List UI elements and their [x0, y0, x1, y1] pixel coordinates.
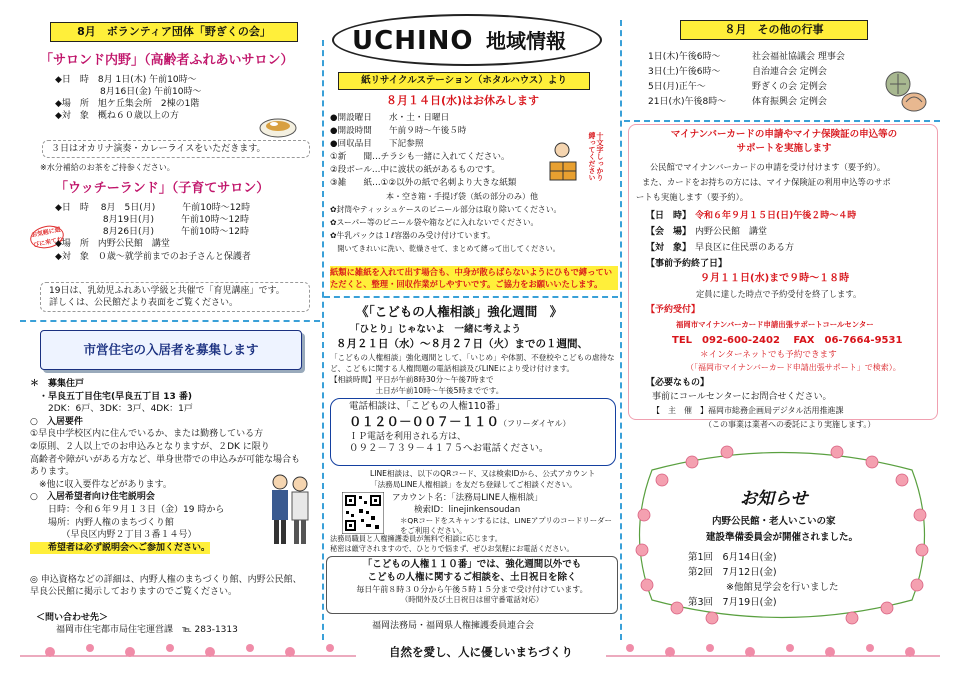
account-name: アカウント名：「法務局LINE人権相談」	[392, 493, 543, 503]
detail-value: 内野公民館 講堂	[695, 227, 768, 237]
masthead-title-jp: 地域情報	[486, 29, 566, 53]
rights-body-line: 土日が午前10時～午後5時までです。	[330, 386, 504, 395]
event-name: 体育振興会 定例会	[752, 97, 827, 107]
rights-period: ８月２１日（水）～８月２７日（火）までの１週間、	[336, 338, 588, 350]
contact-label: ＜問い合わせ先＞	[36, 613, 109, 623]
ip-label: ＩＰ電話を利用される方は、	[349, 431, 467, 442]
detail-row	[646, 208, 932, 224]
salon1-title: 「サロンド内野」（高齢者ふれあいサロン）	[40, 53, 294, 68]
phone-label: 電話相談は、「こどもの人権110番」	[349, 401, 505, 412]
housing-title-box	[40, 330, 302, 370]
recycle-closed: ８月１４日(水)はお休みします	[386, 94, 540, 107]
detail-label: 【対 象】	[646, 243, 692, 253]
callcenter-tel: TEL 092-600-2402 FAX 06-7664-9531	[672, 335, 903, 346]
event-row	[648, 50, 908, 65]
salon2-note	[40, 282, 310, 312]
web-reserve: ＊インターネットでも予約できます	[700, 350, 837, 360]
housing-emphasis: 希望者は必ず説明会へご参加ください。	[30, 542, 211, 553]
curry-illustration	[258, 112, 298, 138]
rights-body-line: 【相談時間】平日が午前8時30分～午後7時まで	[330, 375, 494, 384]
salon1-note: ３日はオカリナ演奏・カレーライスをいただきます。	[42, 140, 310, 158]
rights-box	[326, 556, 618, 614]
recycle-row: ✿封筒やティッシュケースのビニール部分は取り除いてください。	[330, 205, 562, 214]
recycle-row: ●回収品目 下記参照	[330, 139, 424, 149]
divider-mid-h	[324, 296, 618, 298]
event-time: 3日(土)午後6時～	[648, 67, 721, 77]
notice-line1: 内野公民館・老人いこいの家	[712, 516, 836, 527]
masthead	[332, 14, 602, 66]
detail-label: 【会 場】	[646, 227, 692, 237]
notice-row: 第1回 6月14日(金)	[688, 552, 777, 563]
salon2-title: 「ウッチーランド」（子育てサロン）	[55, 181, 270, 196]
detail-label: 【事前予約終了日】	[646, 259, 728, 269]
ip-number: ０９２－７３９－４１７５へお電話ください。	[349, 442, 549, 454]
detail-value: 令和６年９月１５日(日)午後２時～４時	[695, 211, 857, 221]
event-row	[648, 95, 908, 110]
rights-line-text: LINE相談は、以下のQRコード、又は検索IDから、公式アカウント	[370, 469, 596, 478]
salon2-row: ◆対 象 ０歳～就学前までのお子さんと保護者	[55, 251, 251, 262]
staff-line: 秘密は厳守されますので、ひとりで悩まず、ぜひお気軽にお電話ください。	[330, 544, 574, 553]
housing-row: ※他に収入要件などがあります。	[30, 479, 172, 490]
housing-row: 2DK：6戸、3DK：3戸、4DK：1戸	[30, 404, 193, 415]
people-illustration	[268, 470, 312, 550]
callcenter-name: 福岡市マイナンバーカード申請出張サポートコールセンター	[676, 320, 874, 329]
intro-line: ートも実施します（要予約）。	[636, 192, 749, 202]
rights-body-line: ど、こどもに関する人権問題の電話相談及びLINEにより受け付けます。	[330, 364, 575, 373]
qr-code	[342, 492, 384, 534]
need-label: 【必要なもの】	[646, 378, 710, 388]
housing-title: 市営住宅の入居者を募集します	[83, 342, 259, 357]
detail-label: 【日 時】	[646, 211, 692, 221]
shell-illustration	[880, 64, 930, 114]
rights-org: 福岡法務局・福岡県人権擁護委員連合会	[372, 621, 535, 631]
event-name: 自治連合会 定例会	[752, 67, 827, 77]
events-list	[648, 50, 908, 110]
events-header: ８月 その他の行事	[680, 20, 868, 40]
mynumber-title-line: マイナンバーカードの申請やマイナ保険証の申込等の	[670, 129, 898, 140]
mynumber-intro	[636, 160, 932, 205]
notice-list	[688, 550, 908, 610]
recycle-row: ●開設時間 午前９時～午後５時	[330, 126, 467, 136]
contact-detail: 福岡市住宅都市局住宅運営課 ℡ 283-1313	[56, 625, 238, 636]
event-name: 社会福祉協議会 理事会	[752, 52, 845, 62]
mynumber-deadline-note: 定員に達した時点で予約受付を終了します。	[696, 289, 862, 299]
event-name: 野ぎくの会 定例会	[752, 82, 827, 92]
host-note: （この事業は業者への委託により実施します。）	[704, 420, 876, 429]
housing-row: ＊ 募集住戸	[30, 379, 85, 389]
housing-row: ○ 入居要件	[30, 416, 83, 427]
event-row	[648, 65, 908, 80]
housing-row: ①早良中学校区内に住んでいるか、または勤務している方	[30, 429, 264, 440]
masthead-title-latin: UCHINO	[352, 26, 474, 56]
mynumber-title-line: サポートを実施します	[736, 143, 832, 154]
housing-row: ○ 入居希望者向け住宅説明会	[30, 492, 155, 503]
recycle-row: ②段ボール…中に波状の紙があるものです。	[330, 165, 501, 175]
recycle-row: ①新 聞…チラシも一緒に入れてください。	[330, 152, 510, 162]
housing-note-line: ◎ 申込資格などの詳細は、内野人権のまちづくり館、内野公民館、	[30, 575, 302, 585]
rights-body	[330, 352, 620, 396]
recycle-row: ③雑 紙…①②以外の紙で名刺より大きな紙類	[330, 178, 517, 188]
qr-note: ＊QRコードをスキャンするには、LINEアプリのコードリーダーをご利用ください。	[400, 516, 612, 535]
salon2-row: 8月19日(月) 午前10時～12時	[55, 215, 249, 226]
notice-line2: 建設準備委員会が開催されました。	[706, 532, 859, 543]
recycle-badge: 十文字しっかり縛ってください	[588, 132, 604, 181]
mynumber-title	[634, 128, 934, 156]
salon1-row: ◆日 時 8月 1日(木) 午前10時～	[55, 75, 197, 85]
divider-left-h	[20, 320, 320, 322]
need-text: 事前にコールセンターにお問合せください。	[652, 392, 832, 402]
rights-title: 《「こどもの人権相談」強化週間 》	[356, 304, 563, 319]
detail-row	[646, 256, 932, 272]
notice-row: 第2回 7月12日(金)	[688, 567, 777, 578]
staff-line: 法務局職員と人権擁護委員が無料で相談に応じます。	[330, 534, 502, 543]
housing-row: 日時：令和６年９月１３日（金）19 時から	[30, 504, 225, 515]
recycle-row: ✿牛乳パックは１ℓ容器のみ受け付けています。	[330, 231, 496, 240]
recycle-row: 開いてきれいに洗い、乾燥させて、まとめて縛って出してください。	[330, 244, 560, 253]
salon2-row: ◆日 時 8月 5日(月) 午前10時～12時	[55, 203, 251, 213]
housing-row: （早良区内野２丁目３番１４号）	[30, 530, 197, 541]
divider-left	[322, 40, 324, 640]
salon1-row: 8月16日(金) 午前10時～	[55, 87, 202, 98]
recycle-warning: 紙類に雑紙を入れて出す場合も、中身が散らばらないようにひもで縛っていただくと、整理・回収作業がしやすいです。ご協力をお願いいたします。	[330, 266, 618, 290]
intro-line: 公民館でマイナンバーカードの申請を受け付けます（要予約）。	[650, 162, 886, 172]
salon1-small: ※水分補給のお茶をご持参ください。	[40, 163, 175, 172]
phone-number-value: ０１２０－００７－１１０	[349, 413, 500, 429]
detail-value: 早良区に住民票のある方	[695, 243, 795, 253]
housing-contact	[36, 612, 316, 636]
housing-note-line: 早良公民館に掲示しておりますのでご覧ください。	[30, 587, 238, 598]
intro-line: また、カードをお持ちの方には、マイナ保険証の利用申込等のサポ	[642, 177, 891, 187]
box-line: （時間外及び土日祝日は留守番電話対応）	[400, 595, 544, 605]
box-line: こどもの人権に関するご相談を、土日祝日を除く	[367, 571, 577, 583]
salon2-badge: お気軽に遊びに来てね	[28, 223, 66, 252]
mynumber-details	[646, 208, 932, 272]
detail-row	[646, 224, 932, 240]
event-time: 21日(水)午後8時～	[648, 97, 727, 107]
salon1-row: ◆対 象 概ね６０歳以上の方	[55, 111, 179, 122]
salon2-note-line: 詳しくは、公民館だより表面をご覧ください。	[49, 298, 239, 309]
recycle-row: ✿スーパー等のビニール袋や箱などに入れないでください。	[330, 218, 539, 227]
phone-number	[349, 414, 597, 431]
event-time: 5日(月)正午～	[648, 82, 706, 92]
notice-row: ※他館見学会を行いました	[688, 582, 839, 593]
rights-line-text: 「法務局LINE人権相談」を友だち登録してご相談ください。	[370, 480, 577, 489]
volunteer-header: 8月 ボランティア団体「野ぎくの会」	[50, 22, 298, 42]
divider-right	[620, 20, 622, 640]
recycle-row: 本・空き箱・手提げ袋（紙の部分のみ）他	[330, 192, 538, 201]
housing-row: あります。	[30, 467, 75, 478]
host-text: 【 主 催 】福岡市総務企画局デジタル活用推進課	[652, 406, 844, 415]
housing-row: 場所：内野人権のまちづくり館	[30, 517, 174, 528]
salon1-row: ◆場 所 旭ケ丘集会所 2棟の1階	[55, 99, 200, 110]
salon2-row: 8月26日(月) 午前10時～12時	[55, 227, 249, 238]
line-account	[392, 492, 618, 536]
web-reserve-note: （「福岡市マイナンバーカード申請出張サポート」で検索）。	[686, 363, 901, 372]
recycle-header: 紙リサイクルステーション（ホタルハウス）より	[338, 72, 590, 90]
mynumber-deadline: ９月１１日(水)まで９時～１８時	[700, 273, 850, 284]
housing-row: 高齢者や障がいがある方など、単身世帯での申込みが可能な場合も	[30, 454, 301, 465]
event-row	[648, 80, 908, 95]
search-id: 検索ID：linejinkensoudan	[414, 505, 521, 515]
housing-note	[30, 574, 325, 598]
housing-row: ・早良五丁目住宅(早良五丁目 13 番)	[30, 391, 193, 402]
detail-row	[646, 240, 932, 256]
salon2-row: ◆場 所 内野公民館 講堂	[55, 239, 170, 250]
box-line: 毎日午前８時３０分から午後５時１５分まで受け付けています。	[356, 584, 588, 594]
rights-body-line: 「こどもの人権相談」強化週間として、「いじめ」や体罰、不登校やこどもの虐待な	[330, 353, 615, 362]
notice-title: お知らせ	[740, 489, 808, 509]
rights-staff	[330, 534, 620, 554]
rights-sub: 「ひとり」じゃないよ 一緒に考えよう	[350, 324, 522, 335]
phone-number-note: （フリーダイヤル）	[499, 418, 571, 428]
rights-phone-box	[330, 398, 616, 466]
event-time: 1日(木)午後6時～	[648, 52, 721, 62]
rights-line	[370, 468, 620, 490]
housing-row: ②原則、２人以上でのお申込みとなりますが、２DK に限り	[30, 441, 270, 452]
reserve-label: 【予約受付】	[646, 305, 701, 315]
recycle-row: ●開設曜日 水・土・日曜日	[330, 113, 450, 123]
salon2-list	[55, 202, 315, 263]
recycle-illustration	[548, 132, 608, 184]
divider-right-h	[624, 120, 940, 122]
footer-slogan: 自然を愛し、人に優しいまちづくり	[356, 645, 606, 661]
salon2-note-line: 19日は、乳幼児ふれあい学級と共催で「育児講座」です。	[49, 286, 285, 296]
box-line: 「こどもの人権１１０番」では、強化週間以外でも	[362, 559, 582, 570]
notice-row: 第3回 7月19日(金)	[688, 597, 777, 608]
